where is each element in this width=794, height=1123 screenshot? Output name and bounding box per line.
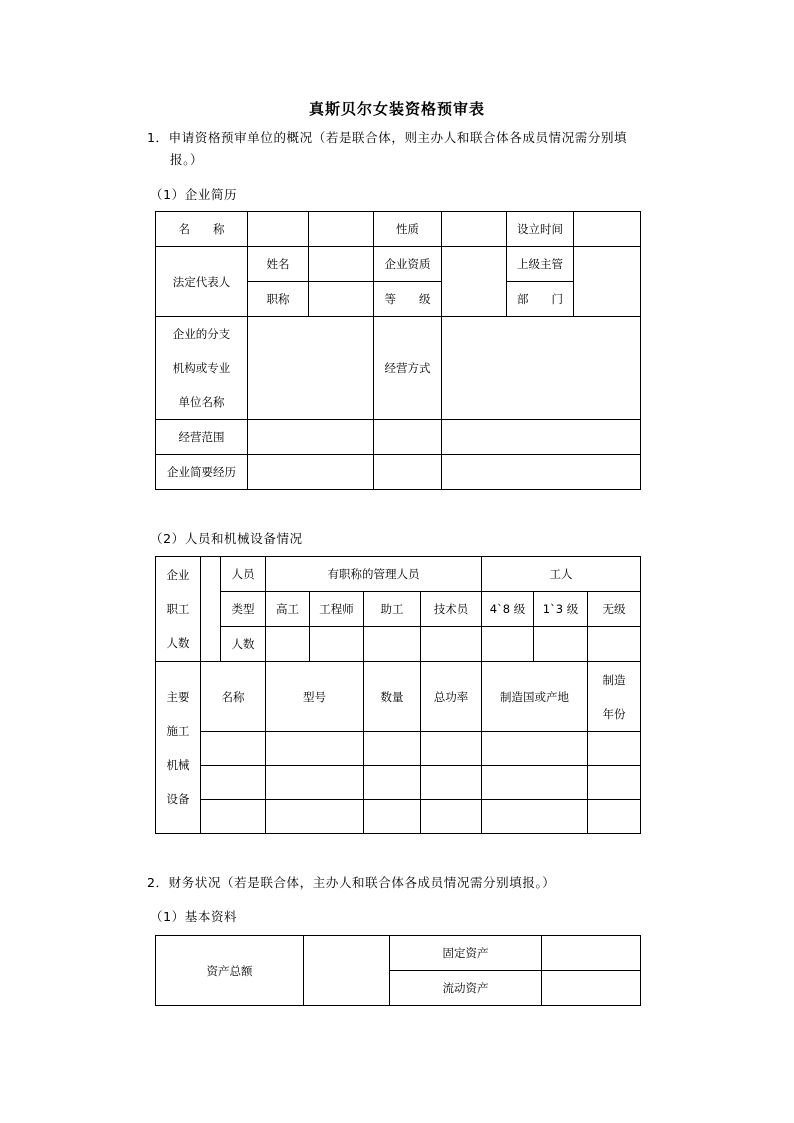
label-superior-a: 上级主管 [517, 257, 563, 271]
label-branch-2: 机构或专业 [172, 361, 231, 375]
mach-row1-qty[interactable] [364, 732, 421, 766]
input-history[interactable] [248, 455, 374, 490]
mach-row1-name[interactable] [201, 732, 266, 766]
input-grade13[interactable] [534, 627, 588, 662]
label-superior-b: 部 门 [507, 282, 574, 317]
label-engineer: 工程师 [310, 592, 364, 627]
label-staff-2: 职工 [166, 602, 190, 616]
input-nature[interactable] [442, 212, 507, 247]
label-staff [156, 557, 201, 662]
input-est-time[interactable] [574, 212, 641, 247]
label-qualification-b: 等 级 [374, 282, 442, 317]
subsection-basic-info: （1）基本资料 [150, 909, 238, 924]
label-mach-3: 机械 [166, 757, 190, 772]
section2-heading: 2．财务状况（若是联合体，主办人和联合体各成员情况需分别填报。） [147, 875, 556, 890]
mach-row1-origin[interactable] [482, 732, 588, 766]
mach-row2-name[interactable] [201, 766, 266, 800]
mach-row2-power[interactable] [421, 766, 482, 800]
mach-row3-power[interactable] [421, 800, 482, 834]
company-profile-table [155, 211, 641, 490]
input-scope[interactable] [248, 420, 374, 455]
mach-row2-year[interactable] [588, 766, 641, 800]
personnel-machinery-table [155, 556, 641, 834]
mach-row1-power[interactable] [421, 732, 482, 766]
label-nograde: 无级 [588, 592, 641, 627]
mach-row2-qty[interactable] [364, 766, 421, 800]
page-title: 真斯贝尔女装资格预审表 [308, 100, 485, 118]
mach-row1-model[interactable] [266, 732, 364, 766]
label-col-power: 总功率 [421, 662, 482, 732]
mach-row2-model[interactable] [266, 766, 364, 800]
label-senior: 高工 [266, 592, 310, 627]
label-rep-title: 职称 [248, 282, 309, 317]
subsection-company-profile: （1）企业简历 [150, 187, 238, 202]
input-assistant[interactable] [364, 627, 421, 662]
label-legal-rep: 法定代表人 [156, 247, 248, 317]
input-history-2[interactable] [374, 455, 442, 490]
input-nograde[interactable] [588, 627, 641, 662]
input-rep-title[interactable] [309, 282, 374, 317]
label-scope: 经营范围 [156, 420, 248, 455]
label-col-year [588, 662, 641, 732]
input-branch[interactable] [248, 317, 374, 420]
label-qualification-a: 企业资质 [384, 257, 431, 271]
input-current-assets[interactable] [542, 971, 641, 1006]
input-rep-name[interactable] [309, 247, 374, 282]
label-rep-name: 姓名 [248, 247, 309, 282]
mach-row3-model[interactable] [266, 800, 364, 834]
input-fixed-assets[interactable] [542, 936, 641, 971]
label-grade48: 4`8 级 [482, 592, 534, 627]
label-ptype-1: 人员 [221, 557, 266, 592]
input-grade48[interactable] [482, 627, 534, 662]
section1-heading: 1．申请资格预审单位的概况（若是联合体，则主办人和联合体各成员情况需分别填 [147, 130, 628, 145]
mach-row1-year[interactable] [588, 732, 641, 766]
label-count: 人数 [221, 627, 266, 662]
label-col-origin: 制造国或产地 [482, 662, 588, 732]
input-qualification[interactable] [442, 247, 507, 317]
input-total-assets[interactable] [304, 936, 390, 1006]
label-staff-3: 人数 [166, 636, 190, 650]
label-col-model: 型号 [266, 662, 364, 732]
label-col-qty: 数量 [364, 662, 421, 732]
label-branch-1: 企业的分支 [172, 327, 231, 341]
financial-basic-table [155, 935, 641, 1006]
label-current-assets: 流动资产 [390, 971, 542, 1006]
input-mode[interactable] [442, 317, 641, 420]
label-history: 企业简要经历 [156, 455, 248, 490]
label-col-name: 名称 [201, 662, 266, 732]
mach-row2-origin[interactable] [482, 766, 588, 800]
label-qualification [374, 247, 442, 282]
label-staff-1: 企业 [166, 568, 190, 582]
label-branch [156, 317, 248, 420]
label-total-assets: 资产总额 [156, 936, 304, 1006]
label-superior [507, 247, 574, 282]
input-name-2[interactable] [309, 212, 374, 247]
input-superior[interactable] [574, 247, 641, 317]
input-engineer[interactable] [310, 627, 364, 662]
label-col-year-2: 年份 [602, 706, 626, 721]
label-mode: 经营方式 [374, 317, 442, 420]
input-scope-2[interactable] [374, 420, 442, 455]
mach-row3-qty[interactable] [364, 800, 421, 834]
label-fixed-assets: 固定资产 [390, 936, 542, 971]
label-branch-3: 单位名称 [178, 395, 225, 409]
label-col-year-1: 制造 [602, 672, 626, 687]
label-ptype-2: 类型 [221, 592, 266, 627]
label-mgmt: 有职称的管理人员 [266, 557, 482, 592]
input-senior[interactable] [266, 627, 310, 662]
staff-blank [201, 557, 221, 662]
mach-row3-year[interactable] [588, 800, 641, 834]
label-mach-2: 施工 [166, 723, 190, 738]
subsection-personnel-machinery: （2）人员和机械设备情况 [150, 531, 303, 546]
label-workers: 工人 [482, 557, 641, 592]
label-assistant: 助工 [364, 592, 421, 627]
section1-heading-cont: 报。） [170, 152, 204, 167]
mach-row3-name[interactable] [201, 800, 266, 834]
input-scope-3[interactable] [442, 420, 641, 455]
label-machinery [156, 662, 201, 834]
label-est-time: 设立时间 [507, 212, 574, 247]
mach-row3-origin[interactable] [482, 800, 588, 834]
label-mach-4: 设备 [166, 791, 190, 806]
input-history-3[interactable] [442, 455, 641, 490]
input-tech[interactable] [421, 627, 482, 662]
label-nature: 性质 [374, 212, 442, 247]
input-name[interactable] [248, 212, 309, 247]
label-tech: 技术员 [421, 592, 482, 627]
label-name: 名 称 [156, 212, 248, 247]
label-mach-1: 主要 [166, 689, 190, 704]
label-grade13: 1`3 级 [534, 592, 588, 627]
